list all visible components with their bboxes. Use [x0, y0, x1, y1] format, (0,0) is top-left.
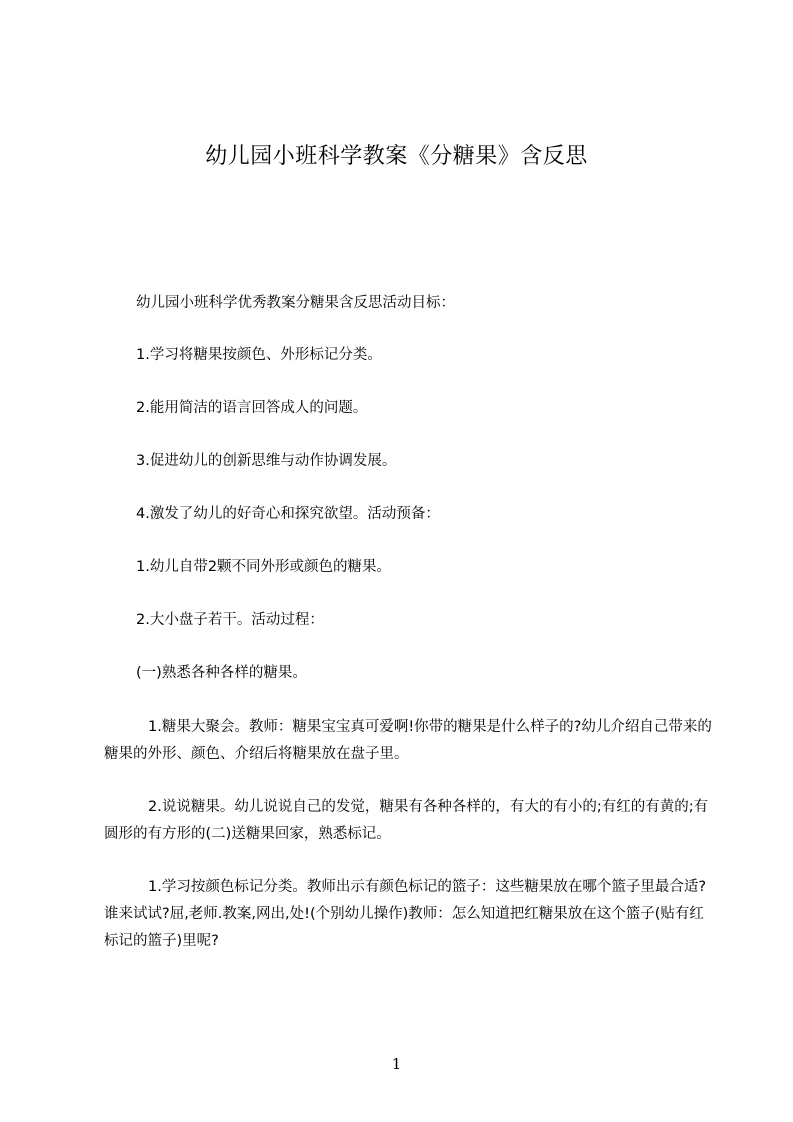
paragraph-objective-1: 1.学习将糖果按颜色、外形标记分类。 — [136, 347, 382, 363]
page-number: 1 — [391, 1055, 402, 1073]
paragraph-objective-2: 2.能用简洁的语言回答成人的问题。 — [136, 400, 368, 416]
paragraph-prep-1: 1.幼儿自带2颗不同外形或颜色的糖果。 — [136, 559, 392, 575]
paragraph-prep-2: 2.大小盘子若干。活动过程： — [136, 612, 324, 628]
paragraph-objectives-heading: 幼儿园小班科学优秀教案分糖果含反思活动目标： — [136, 295, 455, 311]
paragraph-section-1: (一)熟悉各种各样的糖果。 — [136, 665, 307, 681]
paragraph-step-3: 1.学习按颜色标记分类。教师出示有颜色标记的篮子：这些糖果放在哪个篮子里最合适?谁来试试?屈,老师.教案,网出,处!(个别幼儿操作)教师：怎么知道把红糖果放在这个篮子(贴有红标记的篮子)里呢? — [104, 879, 707, 949]
paragraph-objective-4: 4.激发了幼儿的好奇心和探究欲望。活动预备： — [136, 506, 440, 522]
page-title: 幼儿园小班科学教案《分糖果》含反思 — [205, 144, 588, 169]
paragraph-objective-3: 3.促进幼儿的创新思维与动作协调发展。 — [136, 453, 397, 469]
paragraph-step-2: 2.说说糖果。幼儿说说自己的发觉，糖果有各种各样的，有大的有小的;有红的有黄的;有圆形的有方形的(二)送糖果回家，熟悉标记。 — [104, 799, 709, 842]
paragraph-step-1: 1.糖果大聚会。教师：糖果宝宝真可爱啊!你带的糖果是什么样子的?幼儿介绍自己带来的糖果的外形、颜色、介绍后将糖果放在盘子里。 — [104, 719, 712, 762]
